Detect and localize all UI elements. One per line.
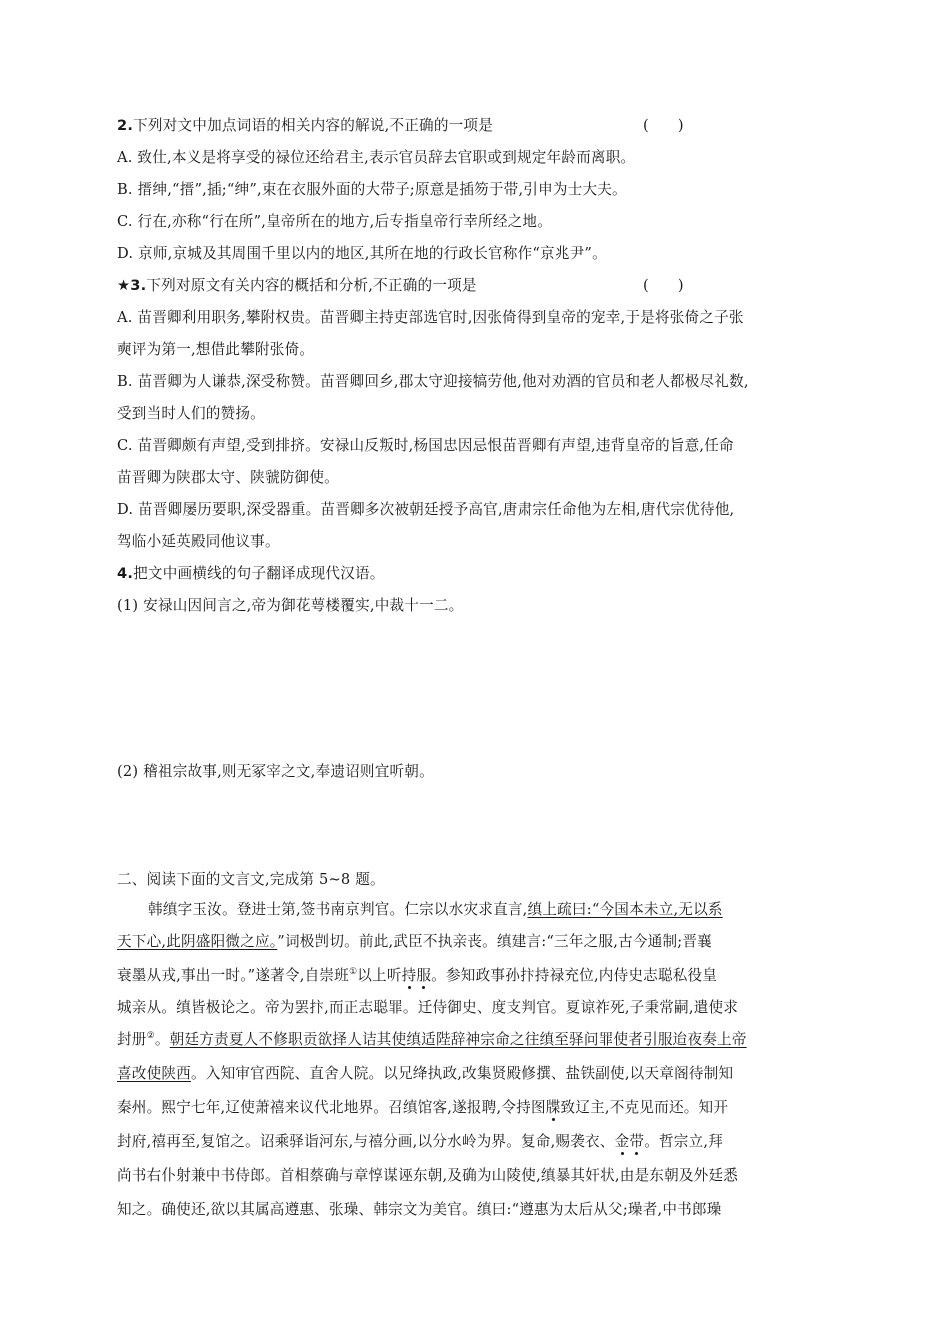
passage-line-4: 城亲从。缜皆极论之。帝为罢抃,而正志聪罪。迁侍御史、度支判官。夏谅祚死,子秉常嗣,遣使求 <box>117 999 739 1016</box>
passage-line-2 <box>117 932 712 952</box>
q4-item-1: (1) 安禄山因间言之,帝为御花萼楼覆实,中裁十一二。 <box>117 597 464 614</box>
passage-line-7 <box>117 1098 728 1118</box>
q2-number: 2. <box>117 117 134 134</box>
dotted-word: 金 <box>614 1133 630 1150</box>
q3-option-c-line1: C. 苗晋卿颇有声望,受到排挤。安禄山反叛时,杨国忠因忌恨苗晋卿有声望,违背皇帝的旨意,任命 <box>117 437 734 454</box>
passage-text: 。 <box>154 1031 170 1048</box>
q3-option-c-line2: 苗晋卿为陕郡太守、陕虢防御使。 <box>117 469 339 486</box>
q2-option-d: D. 京师,京城及其周围千里以内的地区,其所在地的行政长官称作“京兆尹”。 <box>117 245 607 262</box>
footnote-marker: ② <box>146 1031 155 1042</box>
passage-line-1 <box>148 900 723 920</box>
q2-option-b: B. 搢绅,“搢”,插;“绅”,束在衣服外面的大带子;原意是插笏于带,引申为士大夫。 <box>117 181 627 198</box>
passage-text: 以上听 <box>357 967 402 984</box>
q3-answer-paren: ( ) <box>643 277 684 294</box>
passage-text: 封府,禧再至,复馆之。诏乘驿诣河东,与禧分画,以分水岭为界。复命,赐袭衣、 <box>117 1133 615 1150</box>
q4-stem-line <box>117 564 385 584</box>
q2-option-c: C. 行在,亦称“行在所”,皇帝所在的地方,后专指皇帝行幸所经之地。 <box>117 213 553 230</box>
passage-text: 秦州。熙宁七年,辽使萧禧来议代北地界。召缜馆客,遂报聘,令持图 <box>117 1099 546 1116</box>
underlined-sentence: 天下心,此阴盛阳微之应。 <box>117 933 278 950</box>
dotted-word: 带 <box>629 1133 645 1150</box>
passage-text: 封册 <box>117 1031 147 1048</box>
q3-option-b-line1: B. 苗晋卿为人谦恭,深受称赞。苗晋卿回乡,郡太守迎接犒劳他,他对劝酒的官员和老人都极尽礼数, <box>117 373 749 390</box>
footnote-marker: ① <box>348 967 358 978</box>
underlined-sentence: 喜改使陕西 <box>117 1065 191 1082</box>
passage-line-9: 尚书右仆射兼中书侍郎。首相蔡确与章惇谋诬东朝,及确为山陵使,缜暴其奸状,由是东朝及外廷悉 <box>117 1167 739 1184</box>
q3-option-a-line1: A. 苗晋卿利用职务,攀附权贵。苗晋卿主持吏部选官时,因张倚得到皇帝的宠幸,于是将张倚之子张 <box>117 309 744 326</box>
passage-line-5 <box>117 1030 747 1050</box>
q4-item-2: (2) 稽祖宗故事,则无冢宰之文,奉遗诏则宜听朝。 <box>117 763 434 780</box>
passage-text: 致辽主,不克见而还。知开 <box>560 1099 729 1116</box>
dotted-word: 持 <box>401 967 417 984</box>
passage-line-6 <box>117 1064 733 1084</box>
q3-stem: 下列对原文有关内容的概括和分析,不正确的一项是 <box>146 277 477 294</box>
q3-option-a-line2: 奭评为第一,想借此攀附张倚。 <box>117 341 315 358</box>
q3-option-d-line1: D. 苗晋卿屡历要职,深受器重。苗晋卿多次被朝廷授予高官,唐肃宗任命他为左相,唐代宗优待他, <box>117 501 735 518</box>
q2-answer-paren: ( ) <box>643 117 684 134</box>
passage-line-10: 知之。确使还,欲以其属高遵惠、张璪、韩宗文为美官。缜曰:“遵惠为太后从父;璪者,中书郎璪 <box>117 1201 722 1218</box>
q3-number: ★3. <box>117 277 147 294</box>
passage-line-3 <box>117 966 717 986</box>
underlined-sentence: 朝廷方责夏人不修职贡欲择人诘其使缜适陛辞神宗命之往缜至驿问罪使者引服迨夜奏上帝 <box>169 1031 747 1048</box>
passage-text: ”词极剀切。前此,武臣不执亲丧。缜建言:“三年之服,古今通制;晋襄 <box>277 933 712 950</box>
section2-heading: 二、阅读下面的文言文,完成第 5~8 题。 <box>117 871 385 888</box>
dotted-word: 牒 <box>545 1099 561 1116</box>
q2-stem: 下列对文中加点词语的相关内容的解说,不正确的一项是 <box>133 117 494 134</box>
passage-text: 。入知审官西院、直舍人院。以兄绛执政,改集贤殿修撰、盐铁副使,以天章阁待制知 <box>190 1065 734 1082</box>
q3-option-b-line2: 受到当时人们的赞扬。 <box>117 405 265 422</box>
q2-stem-line <box>117 116 493 136</box>
passage-text: 韩缜字玉汝。登进士第,签书南京判官。仁宗以水灾求直言, <box>148 901 528 918</box>
dotted-word: 服 <box>416 967 432 984</box>
q3-option-d-line2: 驾临小延英殿同他议事。 <box>117 533 280 550</box>
q4-number: 4. <box>117 565 134 582</box>
q2-option-a: A. 致仕,本义是将享受的禄位还给君主,表示官员辞去官职或到规定年龄而离职。 <box>117 149 636 166</box>
passage-text: 。哲宗立,拜 <box>644 1133 724 1150</box>
q4-stem: 把文中画横线的句子翻译成现代汉语。 <box>133 565 385 582</box>
q3-stem-line <box>117 276 477 296</box>
underlined-sentence: 缜上疏曰:“今国本未立,无以系 <box>527 901 723 918</box>
passage-line-8 <box>117 1132 723 1152</box>
passage-text: 衰墨从戎,事出一时。”遂著令,自崇班 <box>117 967 349 984</box>
passage-text: 。参知政事孙抃持禄充位,内侍史志聪私役皇 <box>431 967 718 984</box>
